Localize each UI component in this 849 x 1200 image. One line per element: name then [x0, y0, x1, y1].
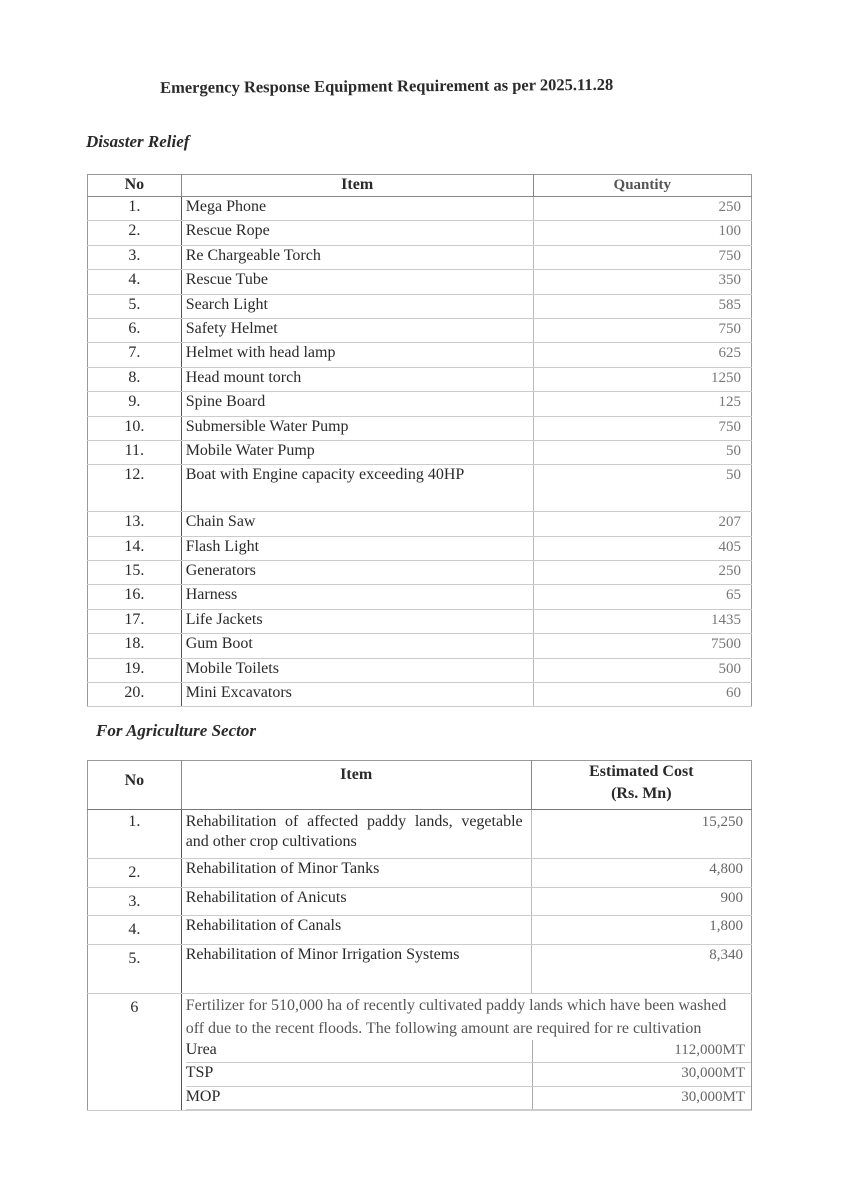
- row-item: Generators: [185, 562, 256, 580]
- row-item: Chain Saw: [185, 513, 256, 531]
- row-item: Harness: [185, 586, 238, 604]
- section-heading-agriculture: For Agriculture Sector: [96, 721, 256, 740]
- row-quantity: 585: [533, 294, 751, 318]
- table-header-row: [88, 761, 752, 810]
- fertilizer-row: [88, 993, 752, 1111]
- row-quantity: 350: [533, 270, 751, 294]
- row-item: Spine Board: [185, 393, 266, 411]
- row-number: 15.: [88, 561, 182, 585]
- table-row: [88, 318, 752, 342]
- table-row: [88, 585, 752, 609]
- fertilizer-item-row: [186, 1063, 751, 1087]
- fertilizer-table: [186, 1040, 751, 1111]
- row-number: 2.: [88, 859, 182, 888]
- table-row: [88, 416, 752, 440]
- row-item: Boat with Engine capacity exceeding 40HP: [185, 466, 465, 484]
- row-number: 20.: [88, 683, 182, 707]
- table-row: [88, 512, 752, 536]
- row-quantity: 60: [533, 683, 751, 707]
- fertilizer-item-row: [186, 1040, 751, 1063]
- row-item: Safety Helmet: [185, 319, 278, 337]
- row-number: 1.: [88, 197, 182, 221]
- row-item: Search Light: [185, 295, 268, 313]
- row-item: Rehabilitation of affected paddy lands, vegetable and other crop cultivations: [181, 810, 531, 859]
- table-row: [88, 245, 752, 269]
- fertilizer-cell: [181, 993, 751, 1111]
- row-cost: 4,800: [531, 859, 751, 888]
- row-item-cell: [181, 585, 533, 609]
- table-row: [88, 270, 752, 294]
- row-item: Rehabilitation of Minor Irrigation Systems: [181, 944, 531, 993]
- row-item: Mobile Toilets: [185, 659, 279, 677]
- row-number: 5.: [88, 944, 182, 993]
- row-cost: 1,800: [531, 916, 751, 945]
- row-number: 11.: [88, 440, 182, 464]
- row-quantity: 750: [533, 245, 751, 269]
- fertilizer-item-row: [186, 1086, 751, 1110]
- row-item-cell: [181, 392, 533, 416]
- row-quantity: 7500: [533, 634, 751, 658]
- row-item: Mobile Water Pump: [185, 441, 315, 459]
- row-quantity: 125: [533, 392, 751, 416]
- row-item-cell: [181, 465, 533, 512]
- table-row: [88, 916, 752, 945]
- row-number: 8.: [88, 367, 182, 391]
- table-row: [88, 343, 752, 367]
- row-quantity: 50: [533, 440, 751, 464]
- table-row: [88, 367, 752, 391]
- row-item-cell: [181, 536, 533, 560]
- row-quantity: 207: [533, 512, 751, 536]
- table-row: [88, 634, 752, 658]
- row-item-cell: [181, 343, 533, 367]
- table-row: [88, 440, 752, 464]
- table-row: [88, 465, 752, 512]
- row-quantity: 750: [533, 318, 751, 342]
- cost-header-line1: Estimated Cost: [589, 763, 694, 780]
- table-row: [88, 197, 752, 221]
- row-cost: 15,250: [531, 810, 751, 859]
- row-number: 9.: [88, 392, 182, 416]
- row-quantity: 1435: [533, 609, 751, 633]
- row-item: Rehabilitation of Canals: [181, 916, 531, 945]
- row-cost: 900: [531, 887, 751, 916]
- row-item: Flash Light: [185, 537, 260, 555]
- column-header-estimated-cost: [531, 761, 751, 810]
- row-number: 1.: [88, 810, 182, 859]
- column-header-no: No: [88, 175, 182, 197]
- row-item-cell: [181, 221, 533, 245]
- column-header-item: Item: [181, 761, 531, 810]
- table-row: [88, 392, 752, 416]
- table-row: [88, 887, 752, 916]
- row-item: Mega Phone: [185, 198, 267, 215]
- table-row: [88, 561, 752, 585]
- row-item: Life Jackets: [185, 610, 263, 628]
- row-item: Submersible Water Pump: [185, 417, 349, 435]
- row-item-cell: [181, 367, 533, 391]
- row-quantity: 100: [533, 221, 751, 245]
- row-item-cell: [181, 294, 533, 318]
- row-number: 18.: [88, 634, 182, 658]
- table-header-row: [88, 175, 752, 197]
- table-row: [88, 658, 752, 682]
- agriculture-table-body: [88, 810, 752, 1111]
- row-number: 16.: [88, 585, 182, 609]
- row-item-cell: [181, 609, 533, 633]
- row-quantity: 1250: [533, 367, 751, 391]
- row-number: 14.: [88, 536, 182, 560]
- fertilizer-name: MOP: [186, 1086, 533, 1110]
- row-number: 17.: [88, 609, 182, 633]
- row-item: Helmet with head lamp: [185, 344, 336, 362]
- disaster-relief-table-body: [88, 197, 752, 707]
- fertilizer-amount: 112,000MT: [533, 1040, 752, 1063]
- row-item-cell: [181, 245, 533, 269]
- row-quantity: 65: [533, 585, 751, 609]
- row-item-cell: [181, 512, 533, 536]
- row-item-cell: [181, 270, 533, 294]
- table-row: [88, 221, 752, 245]
- row-quantity: 50: [533, 465, 751, 512]
- table-row: [88, 683, 752, 707]
- row-number: 5.: [88, 294, 182, 318]
- row-item: Head mount torch: [185, 368, 302, 386]
- row-number: 4.: [88, 916, 182, 945]
- cost-header-line2: (Rs. Mn): [611, 785, 672, 802]
- row-number: 19.: [88, 658, 182, 682]
- row-quantity: 250: [533, 561, 751, 585]
- table-row: [88, 859, 752, 888]
- row-number: 6.: [88, 318, 182, 342]
- table-row: [88, 536, 752, 560]
- page-title: Emergency Response Equipment Requirement as per 2025.11.28: [160, 74, 614, 97]
- row-cost: 8,340: [531, 944, 751, 993]
- section-heading-disaster-relief: Disaster Relief: [86, 132, 190, 151]
- table-row: [88, 810, 752, 859]
- table-row: [88, 944, 752, 993]
- row-item: Mini Excavators: [185, 684, 292, 702]
- row-item-cell: [181, 416, 533, 440]
- row-item: Rescue Rope: [185, 222, 270, 240]
- row-number: 10.: [88, 416, 182, 440]
- row-item: Gum Boot: [185, 635, 253, 653]
- row-number: 3.: [88, 887, 182, 916]
- row-quantity: 405: [533, 536, 751, 560]
- fertilizer-amount: 30,000MT: [533, 1086, 752, 1110]
- row-item-cell: [181, 634, 533, 658]
- fertilizer-name: TSP: [186, 1063, 533, 1087]
- fertilizer-amount: 30,000MT: [533, 1063, 752, 1087]
- row-item-cell: [181, 440, 533, 464]
- row-item-cell: [181, 561, 533, 585]
- row-number: 12.: [88, 465, 182, 512]
- row-number: 2.: [88, 221, 182, 245]
- agriculture-table: [87, 760, 752, 1111]
- row-item: Re Chargeable Torch: [185, 246, 321, 264]
- row-item: Rehabilitation of Anicuts: [181, 887, 531, 916]
- row-quantity: 250: [533, 197, 751, 221]
- column-header-quantity: Quantity: [533, 175, 751, 197]
- disaster-relief-table: [87, 174, 752, 707]
- row-item-cell: [181, 197, 533, 221]
- row-quantity: 500: [533, 658, 751, 682]
- row-number: 7.: [88, 343, 182, 367]
- fertilizer-name: Urea: [186, 1040, 533, 1063]
- row-item-cell: [181, 318, 533, 342]
- row-number: 4.: [88, 270, 182, 294]
- row-quantity: 750: [533, 416, 751, 440]
- row-quantity: 625: [533, 343, 751, 367]
- row-item: Rehabilitation of Minor Tanks: [181, 859, 531, 888]
- column-header-no: No: [88, 761, 182, 810]
- fertilizer-description: Fertilizer for 510,000 ha of recently cultivated paddy lands which have been washed off due to the recent floods. The following amount are required for re cultivation: [185, 996, 727, 1037]
- table-row: [88, 294, 752, 318]
- row-item: Rescue Tube: [185, 271, 268, 289]
- table-row: [88, 609, 752, 633]
- row-item-cell: [181, 683, 533, 707]
- row-item-cell: [181, 658, 533, 682]
- row-number: 6: [88, 993, 182, 1111]
- row-number: 13.: [88, 512, 182, 536]
- column-header-item: Item: [181, 175, 533, 197]
- row-number: 3.: [88, 245, 182, 269]
